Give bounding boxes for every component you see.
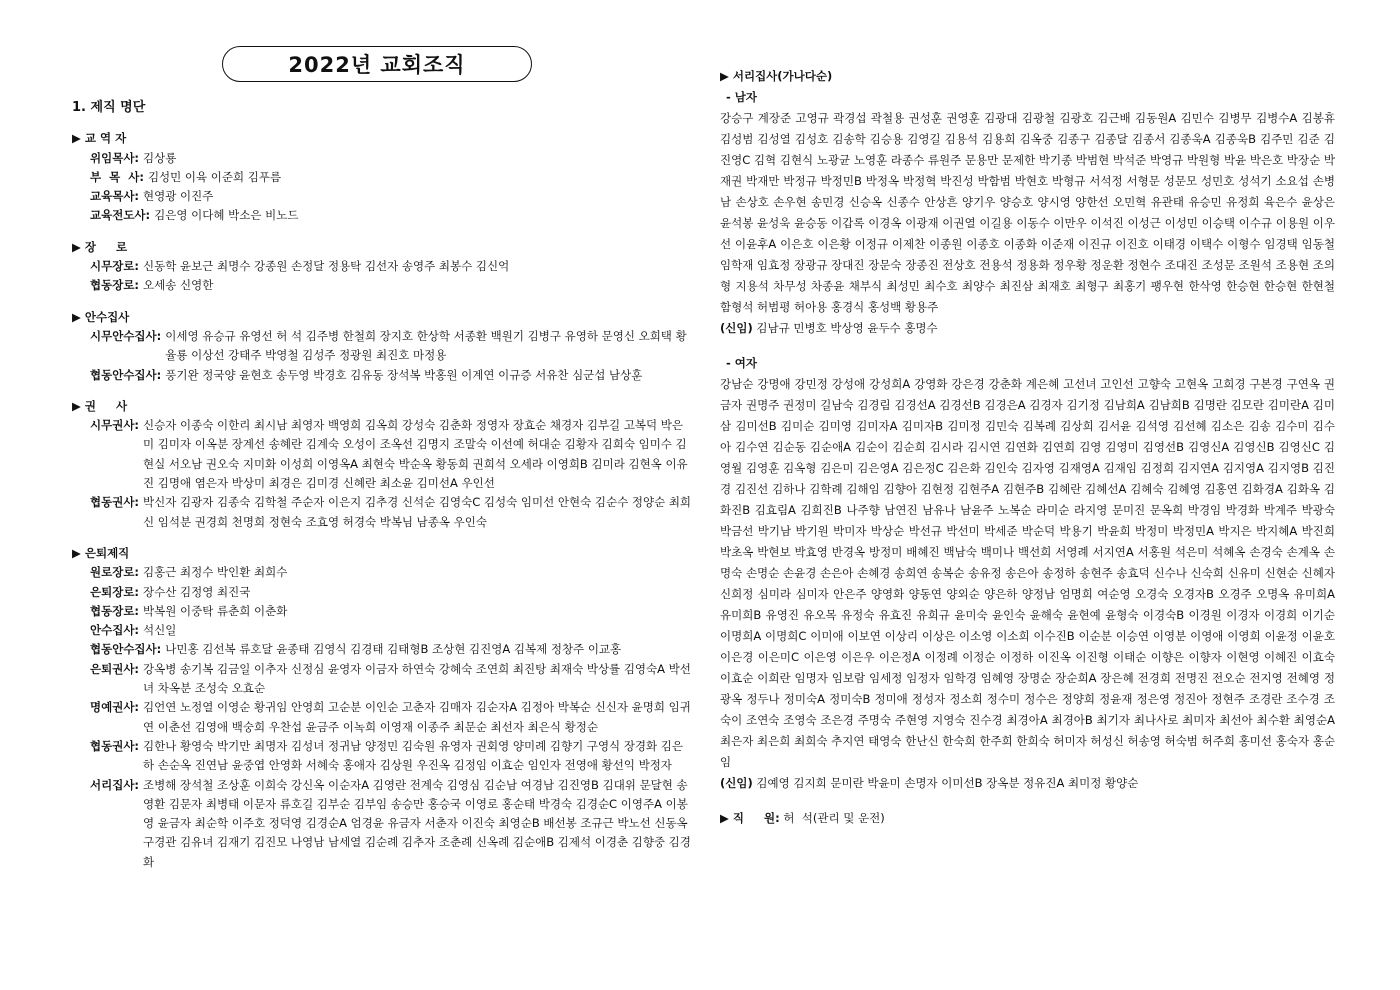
roster-names: 김홍근 최정수 박인환 최희수: [143, 565, 288, 580]
subheading-men: - 남자: [726, 90, 757, 104]
roster-row: [72, 276, 692, 295]
group-heading-gwonsa: ▶ 권 사: [72, 398, 128, 413]
names-men: 강승구 계장준 고영규 곽경섭 곽철용 권성훈 권영훈 김광대 김광철 김광호 김근배 김동원A 김민수 김병무 김병수A 김봉휴 김성범 김성열 김성호 김송학 김승용 김영길 김용석 김용희 김옥중 김종구 김종달 김종서 김종욱A 김종욱B 김주민 김준 김진영C 김혁 김현식 노광균 노영훈 라종수 류원주 문용만 문제한 박기종 박범현 박석준 박영규 박원형 박윤 박은호 박장순 박재권 박재만 박정규 박정민B 박정옥 박정혁 박진성 박함범 박현호 박형규 서석정 서형문 성문모 성민호 성석기 소요섭 손병남 손상호 손우현 송민경 신승옥 신종수 안상흔 양기우 양승호 양시영 양한선 오민혁 유관태 유승민 유정희 육은수 윤상은 윤석봉 윤성욱 윤승동 이갑록 이경옥 이광재 이권열 이길용 이동수 이만우 이석진 이성근 이성민 이승택 이수규 이용원 이우선 이윤후A 이은호 이은황 이정규 이제찬 이종원 이종호 이종화 이준재 이진규 이진호 이태경 이택수 이형수 임경택 임동철 임학재 임효정 장광규 장대진 장문숙 장종진 전상호 전용석 정용화 정우황 정운환 정현수 조대진 조성문 조원석 조용현 조의형 지용석 차무성 차종윤 채부식 최성민 최수호 최양수 최진삼 최재호 최형구 최홍기 팽우현 한삭영 한승현 한승현 한현철 함형석 허범평 허아용 홍경식 홍성백 황용주: [720, 111, 1335, 314]
roster-names: 오세송 신영한: [143, 278, 214, 293]
roster-label: 협동장로:: [90, 278, 140, 293]
roster-names: 김상룡: [143, 150, 177, 165]
roster-row: [72, 327, 692, 366]
roster-row: [72, 602, 692, 621]
roster-label: 협동안수집사:: [90, 367, 162, 382]
roster-row: [72, 168, 692, 187]
roster-row: [72, 187, 692, 206]
roster-row: [72, 493, 692, 532]
roster-row: [72, 149, 692, 168]
roster-names: 김한나 황영숙 박기만 최명자 김성녀 정귀남 양정민 김숙원 유영자 권회영 양미례 김향기 구영식 장경화 김은하 손순옥 진연남 윤중엽 안영화 서혜숙 홍애자 김상원 우진옥 김정임 이효순 임인자 전영애 황선익 박정자: [143, 738, 684, 773]
roster-label: 시무장로:: [90, 259, 140, 274]
roster-row: [72, 660, 692, 699]
roster-label: 부 목 사:: [90, 169, 144, 184]
names-women: 강남순 강명애 강민정 강성애 강성희A 강영화 강은경 강춘화 계은혜 고선녀 고인선 고향숙 고현옥 고희경 구본경 구연옥 권금자 권명주 권정미 길남숙 김경림 김경선A 김경선B 김경은A 김경자 김기정 김남희A 김남희B 김명란 김모란 김미란A 김미삼 김미선B 김미순 김미영 김미자A 김미자B 김미정 김민숙 김복례 김상희 김서윤 김석영 김선혜 김소은 김송 김수미 김수아 김수연 김순동 김순애A 김순이 김순희 김시라 김시연 김연화 김연희 김영 김영미 김영선B 김영신A 김영신B 김영신C 김영월 김영훈 김옥형 김은미 김은영A 김은정C 김은화 김인숙 김자영 김재영A 김재임 김정희 김지연A 김지영A 김지영B 김진경 김진선 김하나 김학례 김해임 김향아 김현정 김현주A 김현주B 김혜란 김혜선A 김혜숙 김혜영 김홍연 김화경A 김화옥 김화진B 김효림A 김희진B 나주향 남연진 남유나 남윤주 노복순 라미순 라지영 문미진 문옥희 박경임 박경화 박계주 박광숙 박금선 박기남 박기원 박미자 박상순 박선규 박선미 박세준 박순덕 박용기 박윤희 박정미 박정민A 박지은 박지혜A 박진희 박초옥 박현보 박효영 반경옥 방정미 배혜진 백남숙 백미나 백선희 서영례 서지연A 서홍원 석은미 석혜옥 손경숙 손계옥 손명숙 손명순 손윤경 손은아 손혜경 송희연 송복순 송유정 송은아 송정하 송현주 송효덕 신수나 신숙희 신유미 신현순 신혜자 신희정 심미라 심미자 안은주 양영화 양동연 양외순 양은하 양정남 엄명희 여순영 오경숙 오경자B 오경주 오명옥 유미희A 유미희B 유영진 유오목 유정숙 유효진 유희규 윤미숙 윤인숙 윤해숙 윤현예 윤형숙 이경숙B 이경원 이경자 이경희 이기순 이명희A 이명희C 이미애 이보연 이상리 이상은 이소영 이소희 이수진B 이순분 이승연 이영분 이영애 이영희 이윤정 이윤호 이은경 이은미C 이은영 이은우 이은정A 이정례 이정순 이정하 이진옥 이진형 이태순 이향은 이향자 이현영 이혜진 이효숙 이효순 이희란 임명자 임보람 임세정 임정자 임학경 임혜영 장명순 장순희A 장은혜 전경희 전명진 전오순 전지영 전혜영 정광옥 정두나 정미숙A 정미숙B 정미애 정성자 정소희 정수미 정수은 정양희 정윤재 정은영 정진아 정현주 조경란 조수경 조숙이 조연숙 조영숙 조은경 주명숙 주현영 지영숙 진수경 최경아A 최경아B 최기자 최나사로 최미자 최선아 최수환 최영순A 최은자 최은희 최희숙 추지연 태영숙 한난신 한숙희 한주희 한희숙 허미자 허성신 허송영 허숙범 허주희 홍미선 홍숙자 홍순임: [720, 377, 1335, 769]
spacer: [720, 339, 1335, 353]
roster-label: 안수집사:: [90, 623, 140, 638]
roster-row: [72, 776, 692, 872]
roster-row: [72, 206, 692, 225]
roster-names: 강옥병 송기복 김금일 이추자 신정심 윤영자 이금자 하연숙 강혜숙 조연희 최진탕 최재숙 박상률 김영숙A 박선녀 차옥분 조성숙 오효순: [143, 661, 691, 696]
roster-row: [72, 257, 692, 276]
roster-row: [72, 621, 692, 640]
group-heading-ansu: ▶ 안수집사: [72, 309, 130, 324]
group-heading-euntoe: ▶ 은퇴제직: [72, 545, 130, 560]
roster-row: [72, 416, 692, 493]
roster-label: 협동장로:: [90, 603, 140, 618]
roster-names: 나민홍 김선복 류호달 윤종태 김영식 김경태 김태형B 조상현 김진영A 김복제 정창주 이교홍: [165, 642, 622, 657]
roster-names: 박신자 김광자 김종숙 김학철 주순자 이은지 김추경 신석순 김영숙C 김성숙 임미선 안현숙 김순수 정양순 최희신 임석분 권경희 천명희 정현숙 조효영 허경숙 박복님 남종옥 우인숙: [143, 495, 692, 529]
roster-names: 박복원 이중탁 류춘희 이춘화: [143, 603, 288, 618]
roster-names: 이세영 유승규 유영선 허 석 김주병 한철희 장지호 한상학 서종환 백원기 김병구 유영하 문영신 오희택 황율룡 이상선 강태주 박영철 김성주 정광원 최진호 마정용: [165, 328, 687, 363]
roster-label: 교육목사:: [90, 189, 140, 204]
roster-label: 시무안수집사:: [90, 328, 162, 343]
roster-names: 조병해 장석철 조상훈 이희숙 강신옥 이순자A 김영란 전계숙 김영심 김순남 여경남 김진영B 김대위 문달현 송영환 김문자 최병태 이문자 류호길 김부순 김부임 송승만 홍승국 이영로 홍순태 박경숙 김경순C 이영주A 이봉영 윤금자 최순학 이주호 정덕영 김경순A 엄경윤 유금자 서춘자 이진숙 최영순B 배선봉 조규근 박노선 신동옥 구경관 김유녀 김재기 김진모 나영남 남세열 김순례 김추자 조춘례 신옥례 김순애B 김제석 이경춘 김향중 김경화: [143, 777, 691, 869]
roster-label: 은퇴장로:: [90, 584, 140, 599]
roster-label: 교육전도사:: [90, 208, 151, 223]
roster-names: 장수산 김정영 최진국: [143, 584, 251, 599]
new-label: (신임): [720, 321, 753, 335]
new-members-men: [720, 318, 1335, 339]
roster-label: 위임목사:: [90, 150, 140, 165]
roster-names: 석신일: [143, 623, 177, 638]
roster-row: [72, 366, 692, 385]
roster-names: 현영광 이진주: [143, 189, 214, 204]
staff-value: 허 석(관리 및 운전): [783, 811, 885, 825]
roster-row: [72, 698, 692, 737]
roster-names: 김성민 이육 이준희 김푸름: [147, 169, 282, 184]
roster-names: 신동학 윤보근 최명수 강종원 손정달 정용탁 김선자 송영주 최봉수 김신억: [143, 259, 510, 274]
staff-label: ▶ 직 원:: [720, 811, 780, 825]
new-names: 김예영 김지희 문미란 박윤미 손명자 이미선B 장옥분 정유진A 최미정 황양순: [756, 776, 1139, 790]
group-heading-seori: ▶ 서리집사(가나다순): [720, 69, 833, 83]
roster-label: 협동권사:: [90, 738, 140, 753]
roster-row: [72, 737, 692, 776]
staff-row: [720, 808, 1335, 829]
group-heading-gyoyeokja: ▶ 교 역 자: [72, 131, 127, 146]
roster-row: [72, 583, 692, 602]
roster-row: [72, 563, 692, 582]
left-column: [72, 98, 692, 872]
roster-names: 김은영 이다혜 박소은 비노드: [154, 208, 299, 223]
roster-label: 협동안수집사:: [90, 642, 162, 657]
roster-label: 원로장로:: [90, 565, 140, 580]
spacer: [720, 794, 1335, 808]
group-heading-jangno: ▶ 장 로: [72, 239, 128, 254]
new-label: (신임): [720, 776, 753, 790]
section-heading: 1. 제직 명단: [72, 100, 146, 115]
roster-row: [72, 640, 692, 659]
roster-label: 은퇴권사:: [90, 661, 140, 676]
new-members-women: [720, 773, 1335, 794]
roster-label: 명예권사:: [90, 700, 140, 715]
roster-label: 시무권사:: [90, 418, 140, 433]
roster-names: 풍기완 정국양 윤현호 송두영 박경호 김유동 장석복 박홍원 이계연 이규증 서유찬 심군섭 남상훈: [165, 367, 643, 382]
subheading-women: - 여자: [726, 356, 757, 370]
roster-label: 서리집사:: [90, 777, 140, 792]
roster-names: 김언연 노정열 이영순 황귀임 안영희 고순분 이인순 고춘자 김매자 김순자A 김정아 박복순 신신자 윤명희 임귀연 이춘선 김영애 백숭희 우찬섭 윤금주 이녹희 이영재 이종주 최문순 최선자 최은식 황정순: [143, 700, 691, 734]
roster-names: 신승자 이종숙 이한리 최시남 최영자 백영희 김옥희 강성숙 김춘화 정영자 장효순 채경자 김부길 고복덕 박은미 김미자 이옥분 장계선 송혜란 김계숙 오성이 조옥선 김명지 조말숙 이선예 허대순 김황자 김희숙 임미수 김현실 서오남 권오숙 지미화 이성희 이영옥A 최현숙 박순옥 황동희 권희석 오세라 이영희B 김미라 김현옥 이유진 김명애 염은자 박상미 최경은 김미경 신혜란 최소윤 김미선A 우인선: [143, 418, 688, 491]
right-column: [720, 66, 1335, 829]
roster-label: 협동권사:: [90, 495, 140, 510]
page-title: 2022년 교회조직: [222, 46, 532, 82]
new-names: 김남규 민병호 박상영 윤두수 홍명수: [756, 321, 938, 335]
